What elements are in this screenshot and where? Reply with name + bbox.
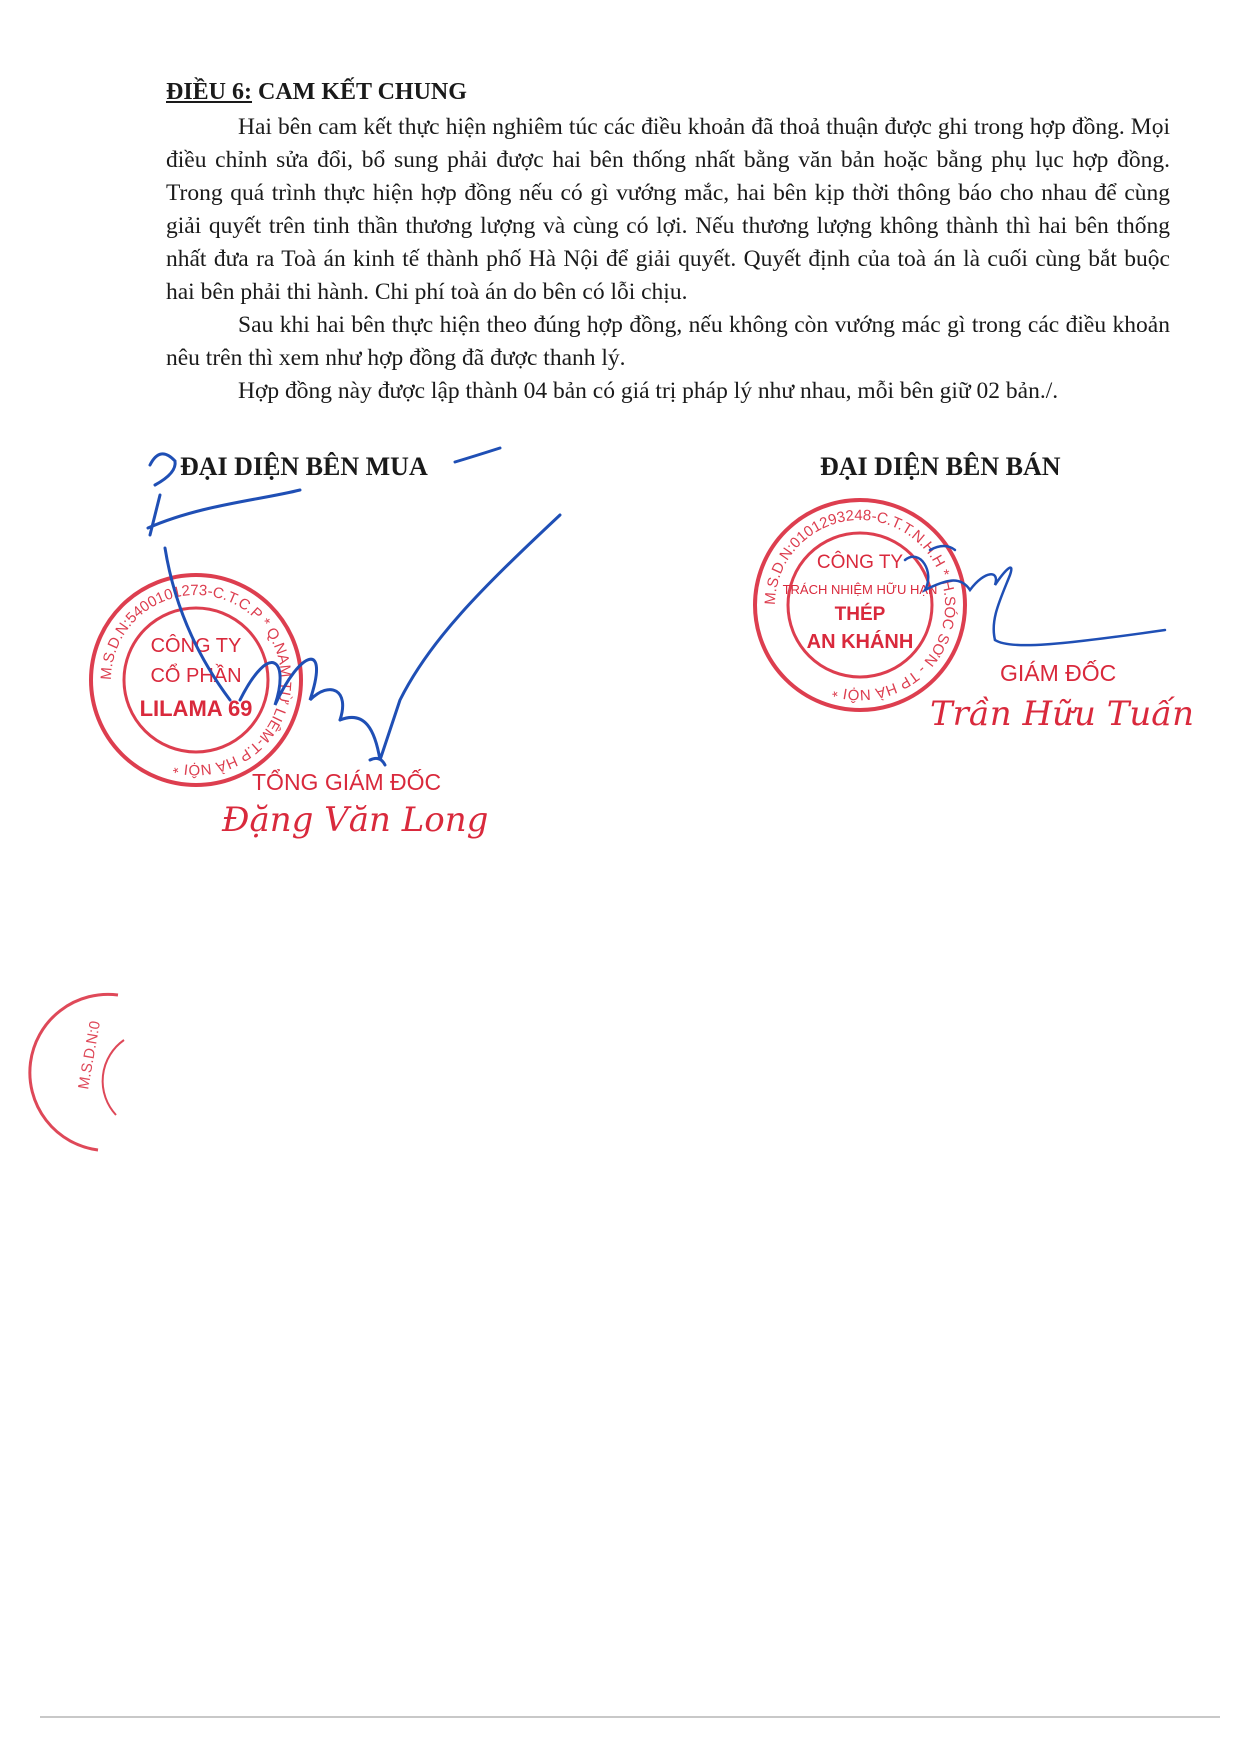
paragraph-commitment: Hai bên cam kết thực hiện nghiêm túc các điều khoản đã thoả thuận được ghi trong hợp đồng. Mọi điều chỉnh sửa đổi, bổ sung phải được hai bên thống nhất bằng văn bản hoặc bằng phụ lục hợp đồng. Trong quá trình thực hiện hợp đồng nếu có gì vướng mắc, hai bên kịp thời thông báo cho nhau để cùng giải quyết trên tinh thần thương lượng và cùng có lợi. Nếu thương lượng không thành thì hai bên thống nhất đưa ra Toà án kinh tế thành phố Hà Nội để giải quyết. Quyết định của toà án là cuối cùng bắt buộc hai bên phải thi hành. Chi phí toà án do bên có lỗi chịu. [166,114,1170,305]
seller-signatory-title: GIÁM ĐỐC [1000,660,1117,686]
partial-seal-margin [30,994,124,1150]
seller-company-seal [755,500,965,710]
buyer-representative-label: ĐẠI DIỆN BÊN MUA [180,452,428,481]
buyer-company-seal [91,575,301,785]
buyer-seal-line3: LILAMA 69 [139,696,253,721]
buyer-seal-ring-text: M.S.D.N:5400101273-C.T.C.P * Q.NAM TỪ LIÊM-T.P HÀ NỘI * [97,581,295,779]
seller-signatory-name: Trần Hữu Tuấn [930,694,1195,734]
paragraph-copies: Hợp đồng này được lập thành 04 bản có giá trị pháp lý như nhau, mỗi bên giữ 02 bản./. [238,378,1059,404]
seller-seal-ring-text: M.S.D.N:0101293248-C.T.T.N.H.H * H.SÓC SƠN - TP HÀ NỘI * [761,506,959,704]
seller-seal-line2: TRÁCH NHIỆM HỮU HẠN [782,582,938,597]
buyer-signatory-title: TỔNG GIÁM ĐỐC [252,769,442,795]
footer-rule [40,1716,1220,1718]
buyer-seal-line1: CÔNG TY [150,635,242,657]
seller-seal-line4: AN KHÁNH [806,631,914,653]
buyer-signatory-name: Đặng Văn Long [222,800,489,840]
buyer-seal-line2: CỔ PHẦN [150,665,242,687]
article-title: CAM KẾT CHUNG [252,79,467,105]
article-number: ĐIỀU 6: [166,79,253,105]
seller-representative-label: ĐẠI DIỆN BÊN BÁN [820,452,1061,481]
seller-seal-line3: THÉP [834,604,886,625]
partial-seal-ring-text: M.S.D.N:0 [75,1019,104,1091]
paragraph-liquidation: Sau khi hai bên thực hiện theo đúng hợp đồng, nếu không còn vướng mác gì trong các điều khoản nêu trên thì xem như hợp đồng đã được thanh lý. [166,312,1170,371]
seller-seal-line1: CÔNG TY [816,552,904,573]
